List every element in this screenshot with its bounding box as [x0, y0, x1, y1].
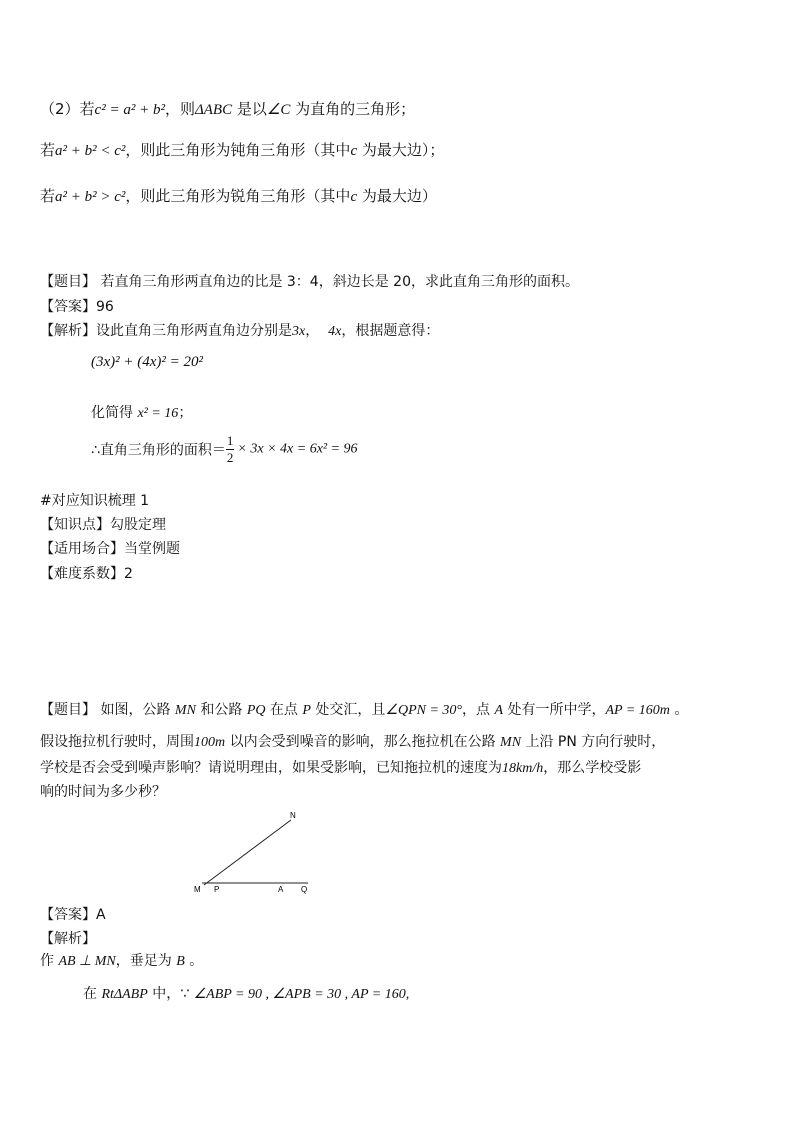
knowledge-value: 勾股定理: [110, 517, 166, 533]
q1-equation: (3x)² + (4x)² = 20²: [91, 354, 204, 370]
q1-simplify: [91, 402, 192, 422]
math-expr: AP = 160m: [605, 703, 670, 718]
math-expr: c² = a² + b²: [94, 102, 165, 118]
math-expr: RtΔABP: [101, 987, 148, 1002]
q2-analysis-tag: 【解析】: [40, 931, 96, 947]
tag-label: 【难度系数】: [40, 566, 124, 582]
analysis-text: 设此直角三角形两直角边分别是: [96, 323, 292, 339]
math-expr: MN: [500, 735, 522, 750]
analysis-text: 作: [40, 953, 59, 969]
question-text: 。: [669, 702, 689, 718]
q1-analysis: [40, 320, 439, 340]
analysis-text: 。: [184, 953, 204, 969]
question-text: 如图，公路: [96, 702, 175, 718]
math-expr: B: [176, 954, 185, 969]
tag-label: 【答案】: [40, 907, 96, 923]
road-mn: [204, 820, 291, 885]
analysis-text: 中，∵: [147, 986, 194, 1002]
question-text: 和公路: [195, 702, 247, 718]
tag-label: 【知识点】: [40, 517, 110, 533]
q2-line-1: [40, 699, 688, 719]
question-text: ，点: [462, 702, 495, 718]
intro-text: 是以: [232, 100, 267, 118]
simplify-label: ；: [178, 405, 193, 421]
intro-text: ，则此三角形为钝角三角形（其中: [125, 141, 351, 159]
intro-text: 为直角的三角形；: [290, 100, 416, 118]
tag-label: 【答案】: [40, 299, 96, 315]
q1-area: [91, 433, 358, 466]
intro-line-1: [40, 98, 415, 119]
intro-text: 若: [40, 141, 56, 159]
math-expr: PQ: [246, 703, 266, 718]
intro-text: 为最大边）；: [357, 141, 445, 159]
question-text: 假设拖拉机行驶时，周围: [40, 734, 194, 750]
math-expr: c: [350, 143, 358, 159]
knowledge-header: #对应知识梳理 1: [40, 493, 150, 509]
difficulty-value: 2: [124, 566, 133, 582]
road-figure: [190, 806, 320, 896]
math-expr: x² = 16: [137, 406, 179, 421]
analysis-text: ，根据题意得：: [341, 323, 440, 339]
question-text: 学校是否会受到噪声影响？请说明理由，如果受影响，已知拖拉机的速度为: [40, 760, 502, 776]
answer-value: 96: [96, 299, 114, 315]
question-text: 在点: [265, 702, 303, 718]
question-text: 以内会受到噪音的影响，那么拖拉机在公路: [225, 734, 501, 750]
intro-line-3: [40, 185, 437, 206]
answer-value: A: [96, 907, 106, 923]
question-text: 若直角三角形两直角边的比是 3：4，斜边长是 20，求此直角三角形的面积。: [96, 274, 579, 290]
q2-analysis-line-2: [83, 983, 409, 1003]
math-expr: ∠C: [266, 102, 291, 118]
analysis-text: 在: [83, 986, 102, 1002]
intro-text: 若: [40, 187, 56, 205]
math-expr: MN: [174, 703, 196, 718]
occasion-value: 当堂例题: [124, 541, 180, 557]
math-expr: 18km/h: [502, 761, 544, 776]
question-text: 处交汇，且: [310, 702, 386, 718]
question-text: ，那么学校受影: [543, 760, 642, 776]
tag-label: 【题目】: [40, 274, 96, 290]
math-expr: P: [302, 703, 311, 718]
math-expr: 3x: [292, 324, 306, 339]
q2-answer: [40, 904, 106, 924]
q1-answer: [40, 296, 114, 316]
math-expr: a² + b² > c²: [55, 189, 126, 205]
math-expr: c: [350, 189, 358, 205]
math-expr: ∠ABP = 90 , ∠APB = 30 , AP = 160,: [193, 987, 410, 1002]
simplify-label: 化简得: [91, 405, 133, 421]
math-expr: ∠QPN = 30°: [385, 703, 463, 718]
math-expr: ΔABC: [194, 102, 233, 118]
q2-line-3: [40, 757, 641, 777]
analysis-text: ，垂足为: [115, 953, 177, 969]
q2-line-4: 响的时间为多少秒？: [40, 784, 166, 800]
knowledge-point: [40, 514, 166, 534]
math-expr: 100m: [194, 735, 226, 750]
area-label: ∴直角三角形的面积＝: [91, 442, 226, 459]
label-a: A: [278, 885, 284, 894]
occasion: [40, 538, 180, 558]
fraction: [226, 433, 235, 466]
analysis-text: ，: [305, 323, 320, 339]
label-q: Q: [301, 885, 308, 894]
label-p: P: [214, 885, 220, 894]
label-m: M: [194, 885, 201, 894]
q2-analysis-line-1: [40, 950, 203, 970]
label-n: N: [290, 811, 296, 820]
math-expr: a² + b² < c²: [55, 143, 126, 159]
fraction-denominator: 2: [226, 450, 234, 465]
intro-line-2: [40, 139, 444, 160]
question-text: 处有一所中学，: [503, 702, 606, 718]
tag-label: 【适用场合】: [40, 541, 124, 557]
question-text: 上沿 PN 方向行驶时，: [521, 734, 666, 750]
q2-line-2: [40, 731, 665, 751]
q1-title: [40, 271, 579, 291]
tag-label: 【解析】: [40, 323, 96, 339]
intro-text: ，则: [164, 100, 195, 118]
fraction-numerator: 1: [226, 433, 234, 448]
math-expr: AB ⊥ MN: [58, 954, 116, 969]
math-expr: 4x: [328, 324, 342, 339]
tag-label: 【题目】: [40, 702, 96, 718]
math-expr: × 3x × 4x = 6x² = 96: [237, 441, 358, 457]
intro-text: （2）若: [40, 100, 95, 118]
intro-text: 为最大边）: [357, 187, 437, 205]
difficulty: [40, 563, 133, 583]
intro-text: ，则此三角形为锐角三角形（其中: [125, 187, 351, 205]
math-expr: A: [494, 703, 504, 718]
